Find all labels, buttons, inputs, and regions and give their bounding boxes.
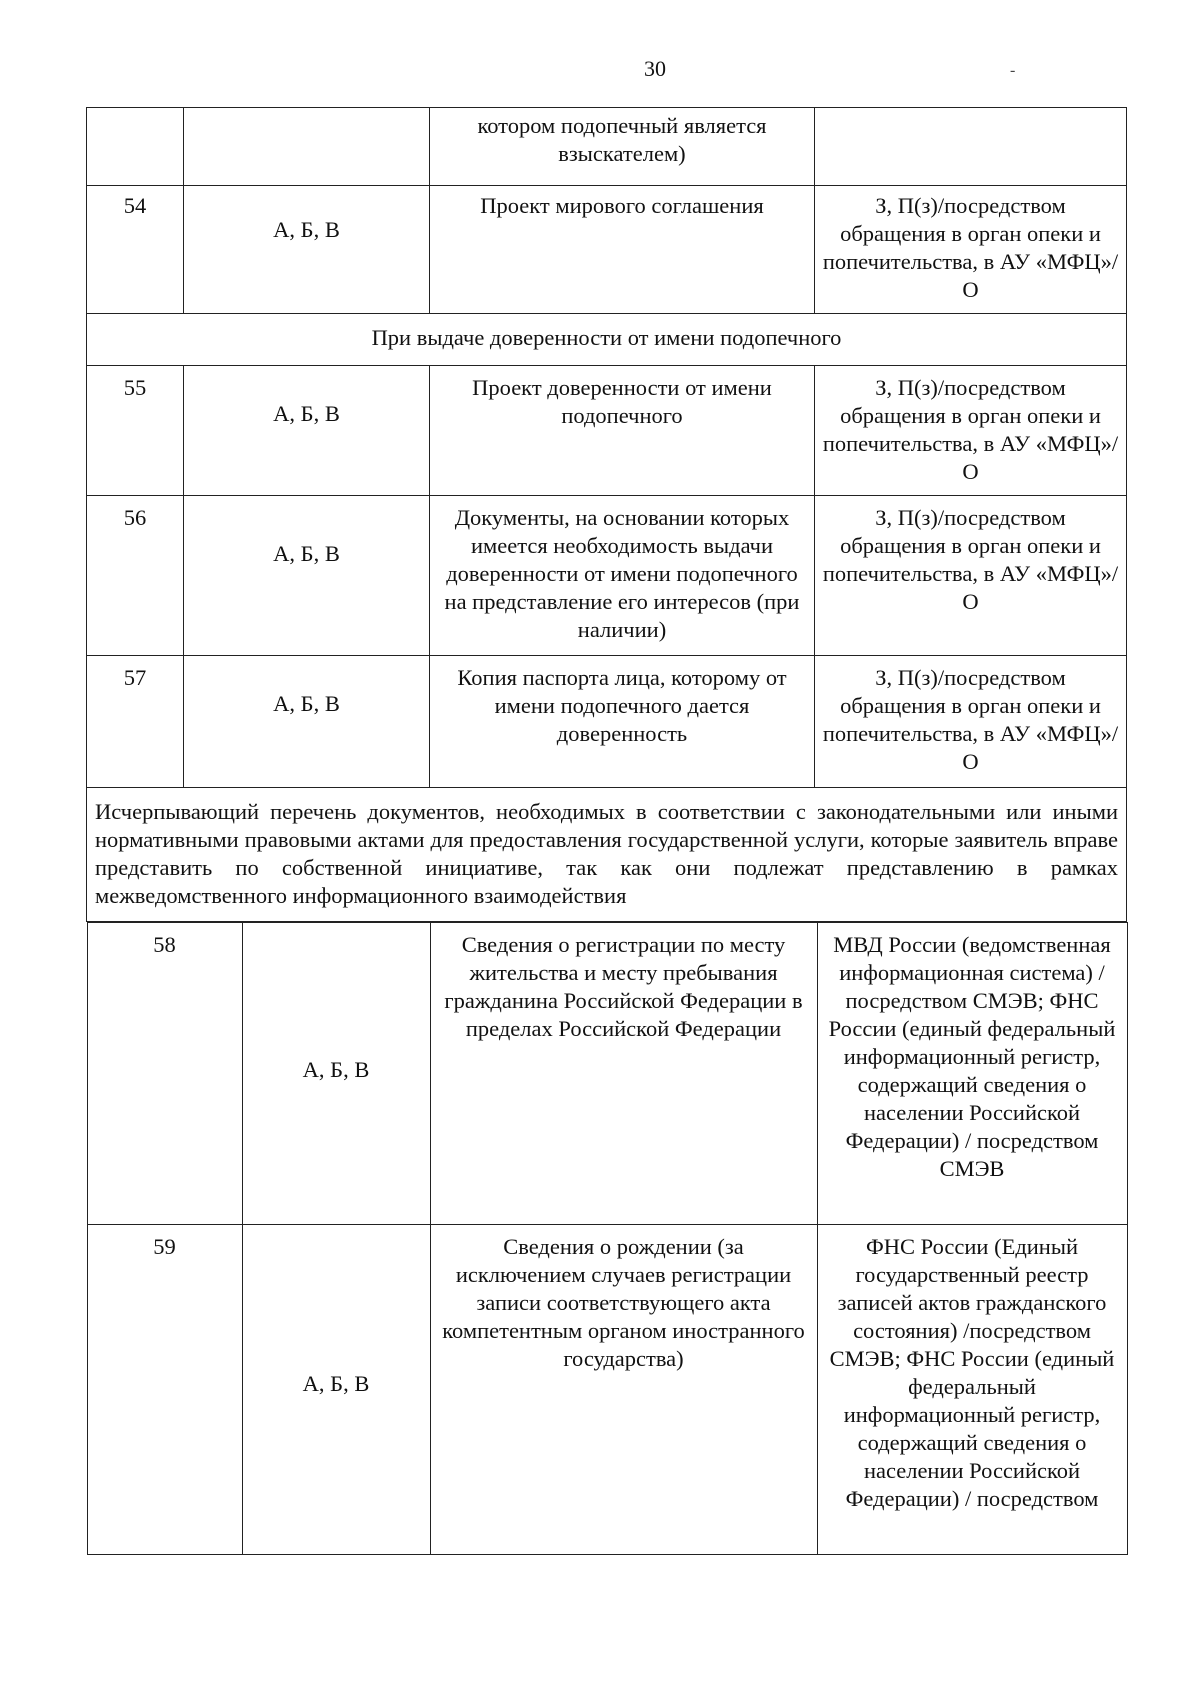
table-row: [87, 366, 1127, 496]
row-document-name-cell: Сведения о регистрации по месту жительства и месту пребывания гражданина Российской Федерации в пределах Российской Федерации: [430, 923, 817, 1225]
section-header-row: [87, 314, 1127, 366]
table-row: [87, 496, 1127, 656]
note-text: Исчерпывающий перечень документов, необходимых в соответствии с законодательными или иными нормативными правовыми актами для предоставления государственной услуги, которые заявитель вправе представить по собственной инициативе, так как они подлежат представлению в рамках межведомственного информационного взаимодействия: [87, 788, 1127, 922]
row-source-cell: З, П(з)/посредством обращения в орган опеки и попечительства, в АУ «МФЦ»/О: [815, 186, 1127, 314]
row-category-cell: А, Б, В: [184, 496, 430, 656]
row-number-cell: 55: [87, 366, 184, 496]
row-category-cell: А, Б, В: [184, 366, 430, 496]
interagency-table: [87, 922, 1128, 1555]
section-header: При выдаче доверенности от имени подопечного: [87, 314, 1127, 366]
row-category-cell: А, Б, В: [242, 923, 430, 1225]
row-source-cell: З, П(з)/посредством обращения в орган опеки и попечительства, в АУ «МФЦ»/О: [815, 496, 1127, 656]
row-number-cell: 54: [87, 186, 184, 314]
sub-table-row: [87, 922, 1127, 1556]
table-row: [87, 656, 1127, 788]
row-category-cell: [184, 108, 430, 186]
row-source-cell: [815, 108, 1127, 186]
row-number-cell: [87, 108, 184, 186]
row-category-cell: А, Б, В: [184, 656, 430, 788]
table-row: [87, 108, 1127, 186]
row-number-cell: 58: [87, 923, 242, 1225]
table-row: [87, 1225, 1127, 1555]
row-source-cell: МВД России (ведомственная информационная система) / посредством СМЭВ; ФНС России (единый федеральный информационный регистр, содержащий сведения о населении Российской Федерации) / посредством СМЭВ: [817, 923, 1127, 1225]
row-number-cell: 56: [87, 496, 184, 656]
page-number: 30: [644, 56, 666, 81]
row-category-cell: А, Б, В: [184, 186, 430, 314]
row-document-name-cell: Документы, на основании которых имеется необходимость выдачи доверенности от имени подопечного на представление его интересов (при наличии): [430, 496, 815, 656]
table-row: [87, 923, 1127, 1225]
row-category-cell: А, Б, В: [242, 1225, 430, 1555]
table-row: [87, 186, 1127, 314]
row-document-name-cell: Копия паспорта лица, которому от имени подопечного дается доверенность: [430, 656, 815, 788]
row-source-cell: З, П(з)/посредством обращения в орган опеки и попечительства, в АУ «МФЦ»/О: [815, 366, 1127, 496]
row-document-name-cell: котором подопечный является взыскателем): [430, 108, 815, 186]
row-document-name-cell: Сведения о рождении (за исключением случаев регистрации записи соответствующего акта компетентным органом иностранного государства): [430, 1225, 817, 1555]
row-document-name-cell: Проект мирового соглашения: [430, 186, 815, 314]
documents-table: [86, 107, 1127, 1555]
note-row: [87, 788, 1127, 922]
corner-mark: -: [1010, 62, 1016, 79]
row-source-cell: ФНС России (Единый государственный реестр записей актов гражданского состояния) /посредством СМЭВ; ФНС России (единый федеральный информационный регистр, содержащий сведения о населении Российской Федерации) / посредством: [817, 1225, 1127, 1555]
row-number-cell: 57: [87, 656, 184, 788]
row-source-cell: З, П(з)/посредством обращения в орган опеки и попечительства, в АУ «МФЦ»/О: [815, 656, 1127, 788]
row-number-cell: 59: [87, 1225, 242, 1555]
row-document-name-cell: Проект доверенности от имени подопечного: [430, 366, 815, 496]
